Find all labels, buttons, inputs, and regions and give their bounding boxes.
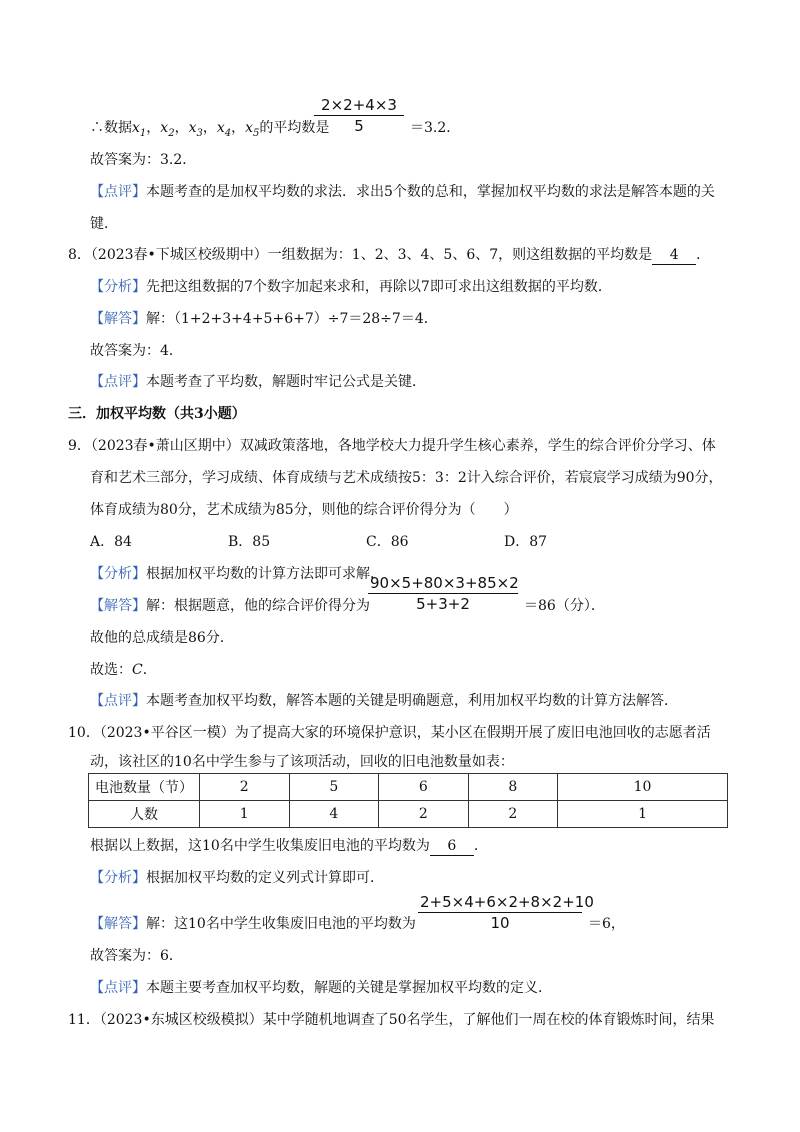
q10-analysis [90,868,384,888]
table-cell: 1 [200,801,290,828]
q10-answer-blank: 6 [430,837,474,856]
q8-review-text: 本题考查了平均数，解题时牢记公式是关键． [146,374,426,390]
q9-fraction [368,574,518,613]
q9-analysis [90,564,384,584]
table-row [89,801,728,828]
q7-result: ＝3.2． [410,120,461,136]
analysis-tag: 【分析】 [90,279,146,295]
table-cell: 6 [379,774,469,801]
q10-question [90,836,488,856]
q8-review [90,372,426,392]
q9-conclusion: 故他的总成绩是86分． [90,630,234,646]
table-cell: 5 [289,774,379,801]
q7-conclusion: ∴数据$x_1$，$x_2$，$x_3$，$x_4$，$x_5$的平均数是 [90,120,330,139]
q9-review-text: 本题考查加权平均数，解答本题的关键是明确题意，利用加权平均数的计算方法解答． [146,693,678,709]
table-cell: 10 [558,774,728,801]
review-tag: 【点评】 [90,980,146,996]
q10-solution [90,914,416,934]
table-cell: 1 [558,801,728,828]
table-cell: 2 [379,801,469,828]
review-tag: 【点评】 [90,693,146,709]
analysis-tag: 【分析】 [90,566,146,582]
q10-review [90,978,552,998]
var-x3: $x_3$ [188,120,203,139]
var-x1: $x_1$ [132,120,147,139]
battery-data-table [88,773,728,828]
q9-choice-end: ． [142,662,157,678]
q9-choice [90,660,157,680]
q8-stem [68,245,710,265]
q9-analysis-text: 根据加权平均数的计算方法即可求解． [146,566,384,582]
table-cell: 4 [289,801,379,828]
q10-question-text: 根据以上数据，这10名中学生收集废旧电池的平均数为 [90,838,430,854]
solution-tag: 【解答】 [90,598,146,614]
q9-stem-line1: 9．（2023春•萧山区期中）双减政策落地，各地学校大力提升学生核心素养，学生的综合评价分学习、体 [68,438,716,454]
section-heading: 三．加权平均数（共3小题） [68,406,246,422]
q9-fraction-denominator: 5+3+2 [416,595,470,613]
q10-review-text: 本题主要考查加权平均数，解题的关键是掌握加权平均数的定义． [146,980,552,996]
q9-option-b: B．85 [228,534,271,550]
q7-review-text: 本题考查的是加权平均数的求法．求出5个数的总和，掌握加权平均数的求法是解答本题的关 [146,184,715,200]
q10-fraction [418,893,594,932]
q9-solution-text: 解：根据题意，他的综合评价得分为 [146,598,370,614]
q9-fraction-numerator: 90×5+80×3+85×2 [370,574,519,592]
solution-tag: 【解答】 [90,311,146,327]
q7-review-line1 [90,182,715,202]
q11-stem-line1: 11．（2023•东城区校级模拟）某中学随机地调查了50名学生，了解他们一周在校的体育锻炼时间，结果 [68,1012,715,1028]
q8-answer: 故答案为：4． [90,343,183,359]
table-row [89,774,728,801]
q8-analysis [90,277,612,297]
q8-answer-blank: 4 [652,246,696,265]
q8-stem-end: ． [696,247,711,263]
q8-solution-text: 解：（1+2+3+4+5+6+7）÷7＝28÷7＝4． [146,311,438,327]
q9-choice-letter: C [132,662,143,678]
q10-analysis-text: 根据加权平均数的定义列式计算即可． [146,870,384,886]
q7-fraction-denominator: 5 [354,117,364,135]
q9-solution-result: ＝86（分）． [524,598,605,614]
q7-review-line2: 键． [90,216,118,232]
q8-analysis-text: 先把这组数据的7个数字加起来求和，再除以7即可求出这组数据的平均数． [146,279,612,295]
q9-solution [90,596,370,616]
q9-review [90,691,678,711]
table-row-label: 人数 [89,801,200,828]
q9-option-a: A．84 [90,534,132,550]
table-cell: 2 [200,774,290,801]
table-cell: 2 [468,801,558,828]
q10-stem-line1: 10．（2023•平谷区一模）为了提高大家的环境保护意识，某小区在假期开展了废旧电池回收的志愿者活 [68,725,711,741]
analysis-tag: 【分析】 [90,870,146,886]
q10-stem-line2: 动，该社区的10名中学生参与了该项活动，回收的旧电池数量如表： [90,754,514,770]
q7-conclusion-mid: 的平均数是 [259,120,330,136]
var-x4: $x_4$ [216,120,232,139]
q7-conclusion-prefix: ∴数据 [90,120,132,136]
solution-tag: 【解答】 [90,916,146,932]
var-x2: $x_2$ [160,120,175,139]
q10-solution-text: 解：这10名中学生收集废旧电池的平均数为 [146,916,416,932]
q9-stem-line2: 育和艺术三部分，学习成绩、体育成绩与艺术成绩按5：3：2计入综合评价，若宸宸学习成绩为90分， [90,470,723,486]
q10-fraction-numerator: 2+5×4+6×2+8×2+10 [420,893,594,911]
table-cell: 8 [468,774,558,801]
q9-choice-prefix: 故选： [90,662,132,678]
q9-option-d: D．87 [504,534,548,550]
q8-stem-text: 8．（2023春•下城区校级期中）一组数据为：1、2、3、4、5、6、7，则这组数据的平均数是 [68,247,653,263]
var-x5: $x_5$ [245,120,260,139]
q10-solution-result: ＝6， [588,916,625,932]
q10-answer: 故答案为：6． [90,948,183,964]
q10-question-end: ． [473,838,488,854]
q9-stem-line3: 体育成绩为80分，艺术成绩为85分，则他的综合评价得分为（ ） [90,502,518,518]
table-row-label: 电池数量（节） [89,774,200,801]
review-tag: 【点评】 [90,184,146,200]
q7-answer: 故答案为：3.2． [90,152,197,168]
review-tag: 【点评】 [90,374,146,390]
q10-fraction-denominator: 10 [490,914,510,932]
q8-solution [90,309,438,329]
q7-fraction-numerator: 2×2+4×3 [314,96,404,116]
q9-option-c: C．86 [366,534,409,550]
